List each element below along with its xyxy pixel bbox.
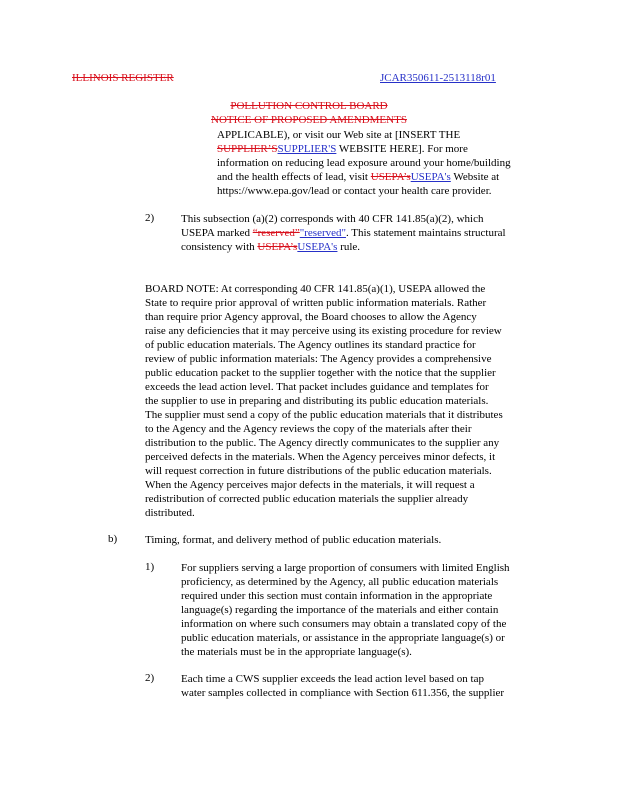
b2-line: Each time a CWS supplier exceeds the lead action level based on tap: [181, 673, 484, 685]
text-run: consistency with: [181, 241, 258, 253]
top-paragraph-line: [217, 170, 499, 184]
board-note: [145, 282, 503, 520]
item2-line: [181, 240, 360, 254]
b1-paragraph: [181, 561, 510, 659]
b1-line: For suppliers serving a large proportion of consumers with limited English: [181, 562, 510, 574]
board-note-line: The supplier must send a copy of the public education materials that it distributes: [145, 409, 503, 421]
board-note-line: the supplier to use in preparing and distributing its public education materials.: [145, 395, 489, 407]
item2-line: This subsection (a)(2) corresponds with 40 CFR 141.85(a)(2), which: [181, 213, 484, 225]
board-note-line: distribution to the public. The Agency directly communicates to the supplier any: [145, 437, 500, 449]
board-note-line: perceived defects in the materials. When the Agency perceives minor defects, it: [145, 451, 496, 463]
deleted-text: USEPA’s: [370, 171, 411, 183]
jcar-identifier: JCAR350611-2513118r01: [380, 72, 496, 84]
text-run: WEBSITE HERE]. For more: [336, 143, 468, 155]
top-paragraph-line: [217, 142, 468, 156]
item-number: 1): [145, 561, 155, 573]
notice-title: NOTICE OF PROPOSED AMENDMENTS: [211, 114, 407, 126]
board-note-line: public education packet to the supplier together with the notice that the supplier: [145, 367, 496, 379]
board-note-line: than require prior Agency approval, the Board chooses to allow the Agency: [145, 311, 477, 323]
board-note-line: exceeds the lead action level. That packet includes guidance and templates for: [145, 381, 489, 393]
b1-line: proficiency, as determined by the Agency, all public education materials: [181, 576, 499, 588]
board-name: POLLUTION CONTROL BOARD: [230, 100, 388, 112]
top-paragraph-line: information on reducing lead exposure around your home/building: [217, 157, 511, 169]
board-note-line: When the Agency perceives major defects in the materials, it will request a: [145, 479, 475, 491]
inserted-text: "reserved": [299, 227, 346, 239]
text-run: Website at: [450, 171, 500, 183]
b2-paragraph: [181, 672, 504, 700]
section-title: Timing, format, and delivery method of public education materials.: [145, 534, 442, 546]
b1-line: public education materials, or assistance in the appropriate language(s) or: [181, 632, 505, 644]
board-note-line: BOARD NOTE: At corresponding 40 CFR 141.85(a)(1), USEPA allowed the: [145, 283, 486, 295]
inserted-text: USEPA's: [297, 241, 338, 253]
section-label: b): [108, 533, 118, 545]
board-note-line: of public education materials. The Agency outlines its standard practice for: [145, 339, 476, 351]
deleted-text: “reserved”: [252, 227, 300, 239]
item2-line: [181, 226, 506, 240]
top-paragraph-line: https://www.epa.gov/lead or contact your health care provider.: [217, 185, 492, 197]
b1-line: required under this section must contain information in the appropriate: [181, 590, 493, 602]
deleted-text: SUPPLIER’S: [217, 143, 278, 155]
board-note-line: review of public information materials: The Agency provides a comprehensive: [145, 353, 492, 365]
inserted-text: USEPA's: [410, 171, 451, 183]
board-note-line: redistribution of corrected public education materials the supplier already: [145, 493, 469, 505]
item-number: 2): [145, 672, 155, 684]
board-note-line: State to require prior approval of written public information materials. Rather: [145, 297, 487, 309]
register-title: ILLINOIS REGISTER: [72, 72, 174, 84]
board-note-line: to the Agency and the Agency reviews the copy of the materials after their: [145, 423, 472, 435]
text-run: USEPA marked: [181, 227, 253, 239]
b2-line: water samples collected in compliance with Section 611.356, the supplier: [181, 687, 505, 699]
board-note-line: raise any deficiencies that it may perceive using its existing procedure for review: [145, 325, 502, 337]
b1-line: information on where such consumers may obtain a translated copy of the: [181, 618, 507, 630]
text-run: rule.: [337, 241, 361, 253]
text-run: and the health effects of lead, visit: [217, 171, 371, 183]
top-paragraph-line: APPLICABLE), or visit our Web site at [INSERT THE: [217, 129, 461, 141]
board-note-line: will request correction in future distributions of the public education materials.: [145, 465, 492, 477]
text-run: . This statement maintains structural: [345, 227, 506, 239]
deleted-text: USEPA’s: [257, 241, 298, 253]
board-note-line: distributed.: [145, 507, 195, 519]
b1-line: the materials must be in the appropriate language(s).: [181, 646, 412, 658]
inserted-text: SUPPLIER'S: [277, 143, 337, 155]
item-number: 2): [145, 212, 155, 224]
b1-line: language(s) regarding the importance of the materials and either contain: [181, 604, 499, 616]
